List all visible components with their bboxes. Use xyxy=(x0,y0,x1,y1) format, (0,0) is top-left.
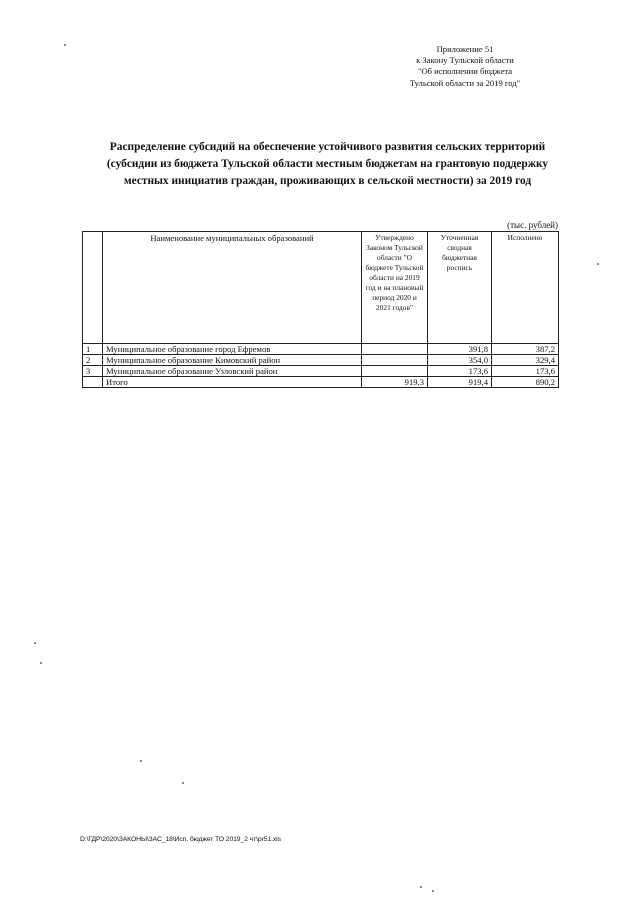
table-row xyxy=(83,366,559,377)
row-revised: 354,0 xyxy=(428,355,492,366)
row-approved xyxy=(362,355,428,366)
appendix-law-title: "Об исполнении бюджета xyxy=(417,66,513,77)
file-path-footer: D:\ГДР\2020\ЗАКОНЫ\ЗАС_18\Исп. бюджет ТО 2019_2 чт\pr51.xls xyxy=(80,836,281,843)
row-executed: 329,4 xyxy=(492,355,559,366)
total-index xyxy=(83,377,103,388)
row-name: Муниципальное образование город Ефремов xyxy=(103,344,362,355)
row-index: 2 xyxy=(83,355,103,366)
header-revised: Уточненная сводная бюджетная роспись xyxy=(428,232,492,344)
scan-speck xyxy=(182,782,184,784)
row-executed: 173,6 xyxy=(492,366,559,377)
header-executed: Исполнено xyxy=(492,232,559,344)
title-line-3: местных инициатив граждан, проживающих в сельской местности) за 2019 год xyxy=(123,175,532,187)
table-total-row xyxy=(83,377,559,388)
header-name: Наименование муниципальных образований xyxy=(103,232,362,344)
row-name: Муниципальное образование Узловский район xyxy=(103,366,362,377)
scan-speck xyxy=(597,263,599,265)
table-row xyxy=(83,355,559,366)
scan-speck xyxy=(34,642,36,644)
appendix-block xyxy=(380,44,550,89)
total-approved: 919,3 xyxy=(362,377,428,388)
subsidy-table xyxy=(82,231,559,388)
row-approved xyxy=(362,366,428,377)
scan-speck xyxy=(420,886,422,888)
row-index: 1 xyxy=(83,344,103,355)
total-executed: 890,2 xyxy=(492,377,559,388)
appendix-number: Приложение 51 xyxy=(436,44,494,54)
table-row xyxy=(83,344,559,355)
header-index xyxy=(83,232,103,344)
title-line-2: (субсидии из бюджета Тульской области местным бюджетам на грантовую поддержку xyxy=(106,158,549,170)
row-name: Муниципальное образование Кимовский район xyxy=(103,355,362,366)
document-title xyxy=(70,139,585,190)
scan-speck xyxy=(432,890,434,892)
row-index: 3 xyxy=(83,366,103,377)
scan-speck xyxy=(64,44,66,46)
title-line-1: Распределение субсидий на обеспечение устойчивого развития сельских территорий xyxy=(109,141,546,153)
row-revised: 173,6 xyxy=(428,366,492,377)
appendix-law-year: Тульской области за 2019 год" xyxy=(409,77,521,88)
scan-speck xyxy=(140,760,142,762)
table-header-row xyxy=(83,232,559,344)
total-revised: 919,4 xyxy=(428,377,492,388)
units-label: (тыс. рублей) xyxy=(507,220,558,230)
total-name: Итого xyxy=(103,377,362,388)
appendix-law: к Закону Тульской области xyxy=(416,55,514,66)
row-executed: 387,2 xyxy=(492,344,559,355)
scan-speck xyxy=(40,662,42,664)
row-revised: 391,8 xyxy=(428,344,492,355)
header-approved: Утверждено Законом Тульской области "О бюджете Тульской области на 2019 год и на плановый период 2020 и 2021 годов" xyxy=(362,232,428,344)
row-approved xyxy=(362,344,428,355)
